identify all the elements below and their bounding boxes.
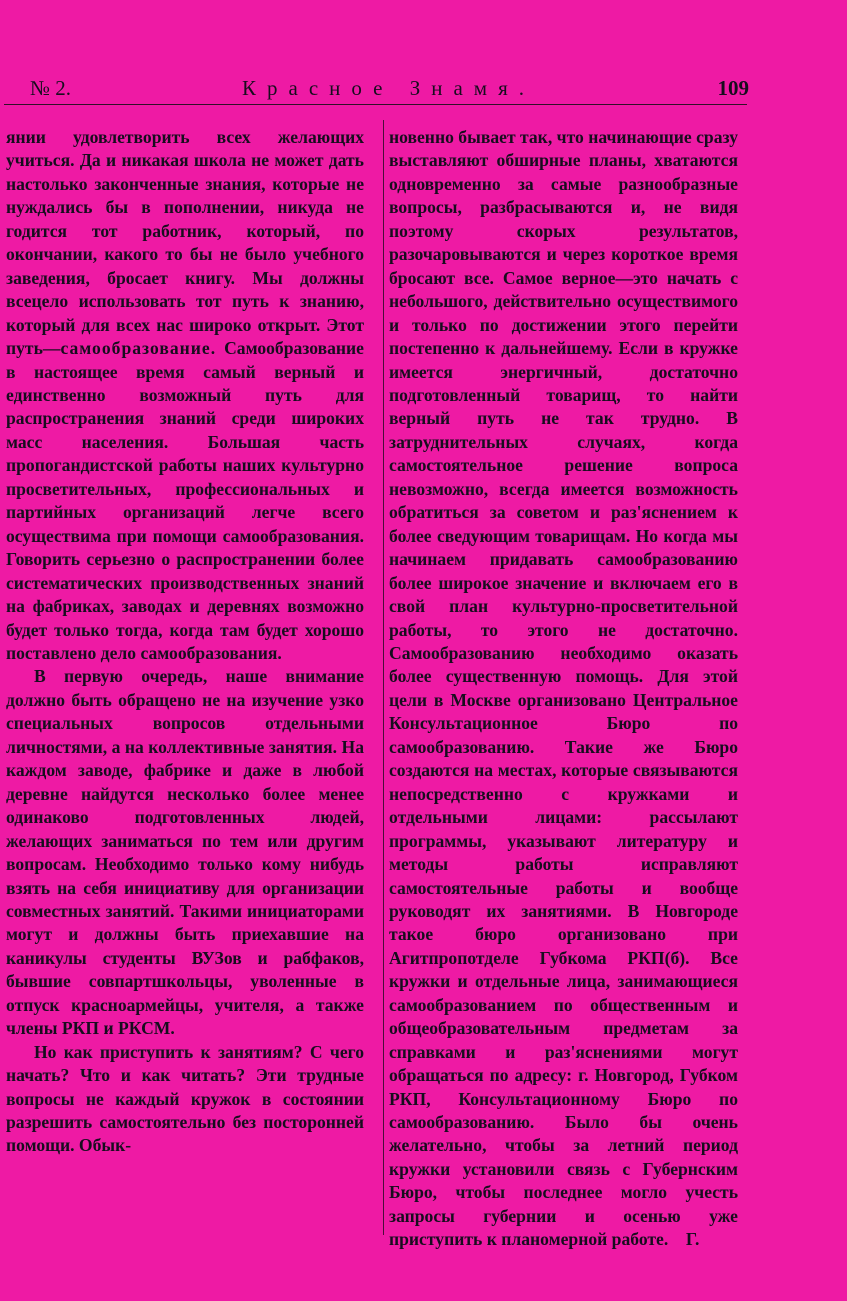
column-divider	[383, 120, 384, 1235]
paragraph-text: новенно бывает так, что начинающие сразу выставляют обширные планы, хватаются одновременно за самые разнообразные вопросы, разбрасываются и, не видя поэтому скорых результатов, разочаровываются и через короткое время бросают все. Самое верное—это начать с небольшого, действительно осуществимого и только по достижении этого перейти постепенно к дальнейшему. Если в кружке имеется энергичный, достаточно подготовленный товарищ, то найти верный путь не так трудно. В затруднительных случаях, когда самостоятельное решение вопроса невозможно, всегда имеется возможность обратиться за советом и раз'яснением к более сведующим товарищам. Но когда мы начинаем придавать самообразованию более широкое значение и включаем его в свой план культурно-просветительной работы, то этого не достаточно. Самообразованию необходимо оказать более существенную помощь. Для этой цели в Москве организовано Центральное Консультационное Бюро по самообразованию. Такие же Бюро создаются на местах, которые связываются непосредственно с кружками и отдельными лицами: рассылают программы, указывают литературу и методы работы исправляют самостоятельные работы и вообще руководят их занятиями. В Новгороде такое бюро организовано при Агитпропотделе Губкома РКП(б). Все кружки и отдельные лица, занимающиеся самообразованием по общественным и общеобразовательным предметам за справками и раз'яснениями могут обращаться по адресу: г. Новгород, Губком РКП, Консультационному Бюро по самообразованию. Было бы очень желательно, чтобы за летний период кружки установили связь с Губернским Бюро, чтобы последнее могло учесть запросы губернии и осенью уже приступить к планомерной работе.	[389, 127, 738, 1250]
paragraph	[389, 126, 738, 1252]
newspaper-title: Красное Знамя.	[242, 76, 535, 100]
page-number: 109	[717, 76, 749, 100]
paragraph-text: янии удовлетворить всех желающих учиться. Да и никакая школа не может дать настолько законченные знания, которые не нуждались бы в пополнении, никуда не годится тот работник, который, по окончании, какого то бы не было учебного заведения, бросает книгу. Мы должны всецело использовать тот путь к знанию, который для всех нас широко открыт. Этот путь—	[6, 127, 364, 359]
paragraph: В первую очередь, наше внимание должно быть обращено не на изучение узко специальных вопросов отдельными личностями, а на коллективные занятия. На каждом заводе, фабрике и даже в любой деревне найдутся несколько более менее одинаково подготовленных людей, желающих заниматься по тем или другим вопросам. Необходимо только кому нибудь взять на себя инициативу для организации совместных занятий. Такими инициаторами могут и должны быть приехавшие на каникулы студенты ВУЗов и рабфаков, бывшие совпартшкольцы, уволенные в отпуск красноармейцы, учителя, а также члены РКП и РКСМ.	[6, 666, 364, 1039]
paragraph-text: . Самообразование в настоящее время самый верный и единственно возможный путь для распространения знаний среди широких масс населения. Большая часть пропогандистской работы наших культурно просветительных, профессиональных и партийных организаций легче всего осуществима при помощи самообразования. Говорить серьезно о распространении более систематических производственных знаний на фабриках, заводах и деревнях возможно будет только тогда, когда там будет хорошо поставлено дело самообразования.	[6, 338, 364, 663]
author-signature: Г.	[685, 1229, 700, 1250]
emphasized-term: самообразование	[60, 338, 211, 359]
paragraph	[6, 126, 364, 665]
issue-number: № 2.	[30, 76, 72, 100]
header-rule	[4, 104, 747, 105]
page-header	[30, 76, 749, 102]
paragraph: Но как приступить к занятиям? С чего начать? Что и как читать? Эти трудные вопросы не каждый кружок в состоянии разрешить самостоятельно без посторонней помощи. Обык-	[6, 1041, 364, 1156]
left-column	[6, 126, 364, 1158]
right-column	[389, 126, 738, 1252]
